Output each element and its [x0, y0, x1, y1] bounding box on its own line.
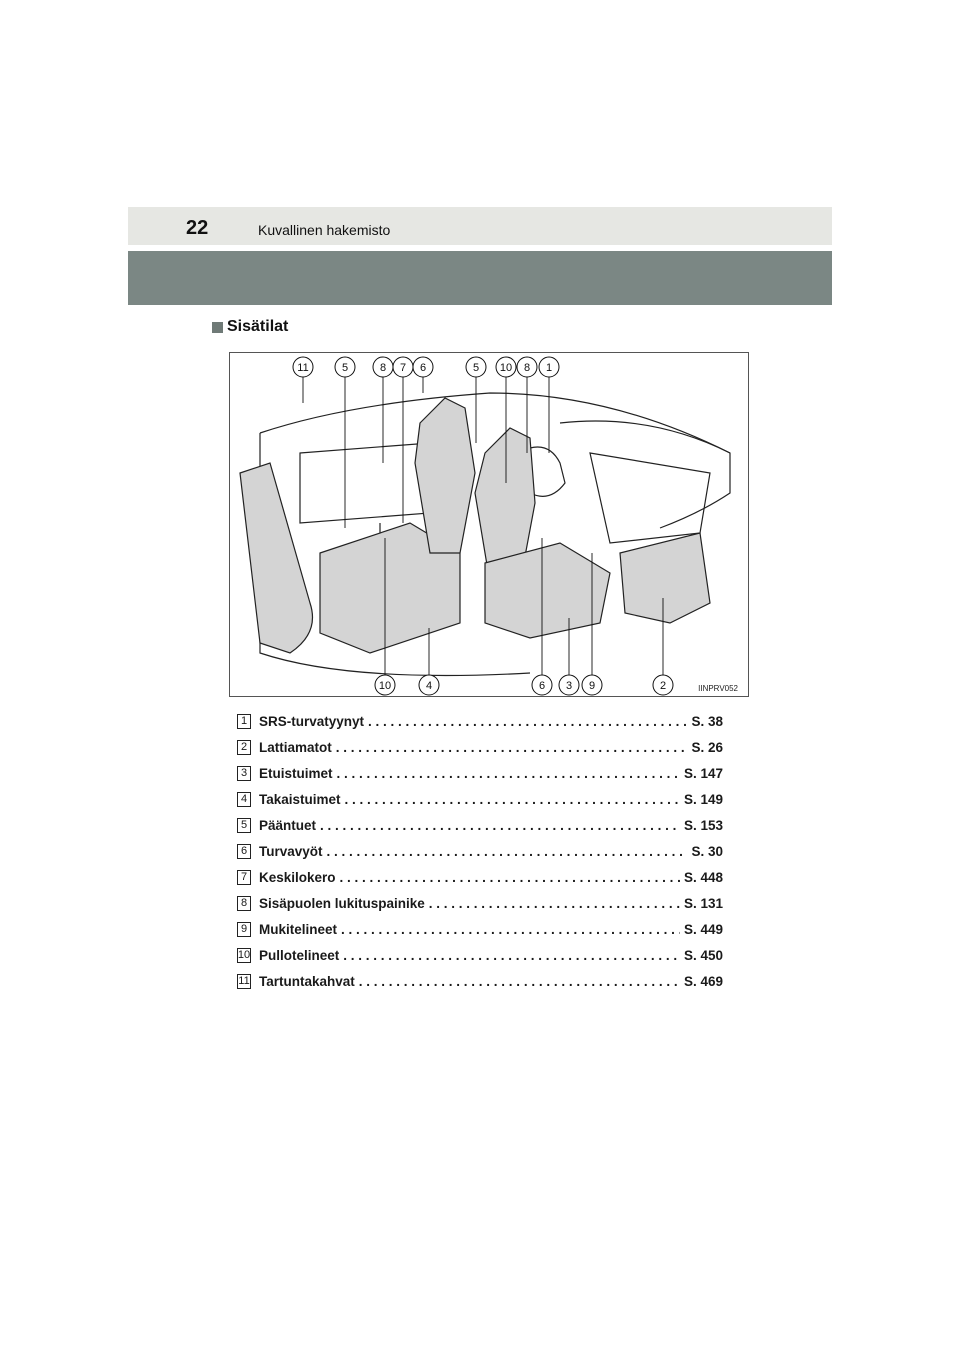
item-label: Mukitelineet	[259, 921, 338, 937]
item-number: 11	[238, 975, 250, 987]
callout-top-label-2: 5	[341, 362, 349, 374]
callout-bottom-label-4: 3	[565, 680, 573, 692]
callout-top-label-4: 7	[399, 362, 407, 374]
list-item	[237, 838, 723, 864]
leader-dots	[359, 974, 680, 989]
item-number: 3	[237, 766, 251, 781]
page-reference: S. 30	[691, 843, 723, 859]
item-label: Pääntuet	[259, 817, 317, 833]
interior-illustration	[229, 352, 749, 697]
leader-dots	[343, 948, 680, 963]
callout-top-label-3: 8	[379, 362, 387, 374]
list-item	[237, 812, 723, 838]
leader-dots	[429, 896, 680, 911]
list-item	[237, 786, 723, 812]
page-reference: S. 469	[683, 973, 723, 989]
item-number: 2	[237, 740, 251, 755]
list-item	[237, 708, 723, 734]
item-label: Lattiamatot	[259, 739, 332, 755]
page-reference: S. 448	[683, 869, 723, 885]
item-label: Etuistuimet	[259, 765, 333, 781]
page-reference: S. 26	[691, 739, 723, 755]
callout-top-label-1: 11	[297, 362, 309, 374]
list-item	[237, 864, 723, 890]
item-number: 1	[237, 714, 251, 729]
leader-dots	[336, 740, 688, 755]
item-number: 7	[237, 870, 251, 885]
callout-bottom-label-2: 4	[425, 680, 433, 692]
page-reference: S. 153	[683, 817, 723, 833]
item-number: 5	[237, 818, 251, 833]
item-number: 8	[237, 896, 251, 911]
leader-dots	[320, 818, 680, 833]
item-number: 10	[237, 949, 251, 961]
list-item	[237, 890, 723, 916]
page-reference: S. 450	[683, 947, 723, 963]
page-reference: S. 131	[683, 895, 723, 911]
item-number: 4	[237, 792, 251, 807]
item-label: Tartuntakahvat	[259, 973, 355, 989]
callout-bottom-label-1: 10	[378, 680, 392, 692]
item-label: Keskilokero	[259, 869, 336, 885]
bottom-callouts	[375, 675, 673, 695]
illustration-code: IINPRV052	[698, 684, 738, 693]
floor-mat	[620, 533, 710, 623]
page-number: 22	[186, 217, 209, 239]
callout-top-label-5: 6	[419, 362, 427, 374]
interior-drawing	[230, 353, 748, 696]
list-item	[237, 942, 723, 968]
rear-seat-back	[240, 463, 313, 653]
sub-heading	[212, 318, 288, 336]
sub-heading-text: Sisätilat	[227, 318, 289, 335]
leader-dots	[337, 766, 680, 781]
callout-top-label-8: 8	[523, 362, 531, 374]
heading-square-icon	[212, 322, 223, 333]
item-number: 6	[237, 844, 251, 859]
callout-bottom-label-5: 9	[588, 680, 596, 692]
left-front-seat	[415, 398, 475, 553]
item-label: Takaistuimet	[259, 791, 341, 807]
list-item	[237, 916, 723, 942]
seats	[240, 398, 710, 653]
section-title: Kuvallinen hakemisto	[258, 222, 391, 238]
callout-bottom-label-6: 2	[659, 680, 667, 692]
leader-dots	[340, 870, 680, 885]
list-item	[237, 968, 723, 994]
callout-top-label-9: 1	[545, 362, 553, 374]
leader-dots	[341, 922, 680, 937]
callout-top-label-7: 10	[499, 362, 513, 374]
item-label: SRS-turvatyynyt	[259, 713, 365, 729]
item-label: Sisäpuolen lukituspainike	[259, 895, 425, 911]
leader-dots	[368, 714, 687, 729]
leader-dots	[345, 792, 680, 807]
page-reference: S. 38	[691, 713, 723, 729]
legend-list	[237, 708, 723, 994]
page-reference: S. 449	[683, 921, 723, 937]
item-label: Turvavyöt	[259, 843, 323, 859]
header-bar	[128, 207, 832, 245]
item-number: 9	[237, 922, 251, 937]
page-reference: S. 149	[683, 791, 723, 807]
callout-bottom-label-3: 6	[538, 680, 546, 692]
leader-dots	[327, 844, 688, 859]
list-item	[237, 734, 723, 760]
list-item	[237, 760, 723, 786]
page-reference: S. 147	[683, 765, 723, 781]
callout-top-label-6: 5	[472, 362, 480, 374]
title-band	[128, 251, 832, 305]
item-label: Pullotelineet	[259, 947, 340, 963]
